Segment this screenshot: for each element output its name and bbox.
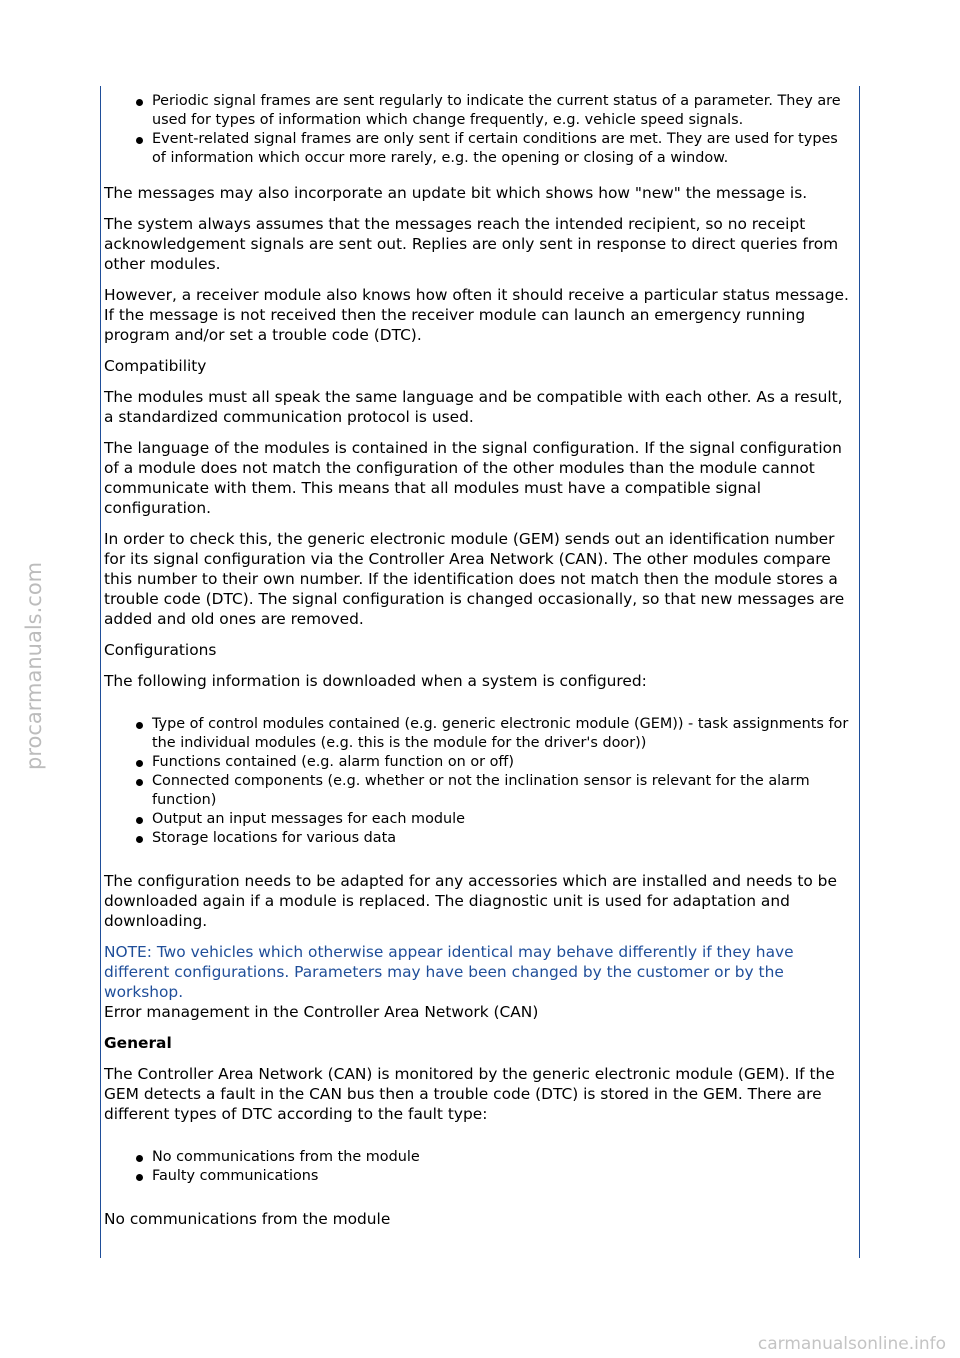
list-item-text: Functions contained (e.g. alarm function on or off)	[152, 754, 514, 770]
bullet-icon	[136, 722, 143, 729]
bullet-icon	[136, 137, 143, 144]
list-item-text: Connected components (e.g. whether or not the inclination sensor is relevant for the alarm function)	[152, 773, 810, 808]
list-item-text: Storage locations for various data	[152, 830, 397, 846]
paragraph-no-communications: No communications from the module	[104, 1210, 391, 1228]
paragraph-downloaded-info: The following information is downloaded when a system is configured:	[104, 672, 647, 690]
bullet-icon	[136, 99, 143, 106]
document-body	[104, 92, 852, 1240]
list-item	[152, 772, 852, 810]
paragraph-update-bit: The messages may also incorporate an update bit which shows how "new" the message is.	[104, 184, 808, 202]
signal-frame-list	[104, 92, 852, 168]
heading-general: General	[104, 1034, 172, 1052]
list-item	[152, 1148, 852, 1167]
heading-compatibility: Compatibility	[104, 357, 207, 375]
heading-configurations: Configurations	[104, 641, 217, 659]
heading-error-management: Error management in the Controller Area Network (CAN)	[104, 1003, 539, 1021]
paragraph-identification-check: In order to check this, the generic electronic module (GEM) sends out an identification number for its signal configuration via the Controller Area Network (CAN). The other modules compare this number to their own number. If the identification does not match then the module stores a trouble code (DTC). The signal configuration is changed occasionally, so that new messages are added and old ones are removed.	[104, 530, 845, 628]
bullet-icon	[136, 779, 143, 786]
list-item	[152, 130, 852, 168]
side-watermark: procarmanuals.com	[22, 561, 46, 770]
paragraph-signal-configuration: The language of the modules is contained in the signal configuration. If the signal configuration of a module does not match the configuration of the other modules than the module cannot communicate with them. This means that all modules must have a compatible signal configuration.	[104, 439, 842, 517]
paragraph-same-language: The modules must all speak the same language and be compatible with each other. As a result, a standardized communication protocol is used.	[104, 388, 843, 426]
configuration-list	[104, 715, 852, 848]
bullet-icon	[136, 817, 143, 824]
bullet-icon	[136, 1174, 143, 1181]
list-item	[152, 753, 852, 772]
paragraph-can-monitoring: The Controller Area Network (CAN) is monitored by the generic electronic module (GEM). If the GEM detects a fault in the CAN bus then a trouble code (DTC) is stored in the GEM. There are different types of DTC according to the fault type:	[104, 1065, 835, 1123]
list-item-text: Periodic signal frames are sent regularly to indicate the current status of a parameter. They are used for types of information which change frequently, e.g. vehicle speed signals.	[152, 93, 841, 128]
list-item-text: No communications from the module	[152, 1149, 420, 1165]
note-text: NOTE: Two vehicles which otherwise appear identical may behave differently if they have different configurations. Parameters may have been changed by the customer or by the workshop.	[104, 943, 794, 1001]
list-item	[152, 92, 852, 130]
paragraph-recipient: The system always assumes that the messages reach the intended recipient, so no receipt acknowledgement signals are sent out. Replies are only sent in response to direct queries from other modules.	[104, 215, 839, 273]
list-item-text: Event-related signal frames are only sent if certain conditions are met. They are used for types of information which occur more rarely, e.g. the opening or closing of a window.	[152, 131, 838, 166]
bullet-icon	[136, 836, 143, 843]
list-item-text: Type of control modules contained (e.g. generic electronic module (GEM)) - task assignments for the individual modules (e.g. this is the module for the driver's door))	[152, 716, 849, 751]
paragraph-configuration-adapted: The configuration needs to be adapted for any accessories which are installed and needs to be downloaded again if a module is replaced. The diagnostic unit is used for adaptation and downloading.	[104, 872, 837, 930]
list-item	[152, 715, 852, 753]
fault-type-list	[104, 1148, 852, 1186]
list-item	[152, 1167, 852, 1186]
list-item-text: Faulty communications	[152, 1168, 319, 1184]
bottom-watermark: carmanualsonline.info	[757, 1334, 946, 1354]
list-item	[152, 810, 852, 829]
bullet-icon	[136, 760, 143, 767]
list-item-text: Output an input messages for each module	[152, 811, 465, 827]
bullet-icon	[136, 1155, 143, 1162]
paragraph-receiver-module: However, a receiver module also knows how often it should receive a particular status message. If the message is not received then the receiver module can launch an emergency running program and/or set a trouble code (DTC).	[104, 286, 849, 344]
list-item	[152, 829, 852, 848]
